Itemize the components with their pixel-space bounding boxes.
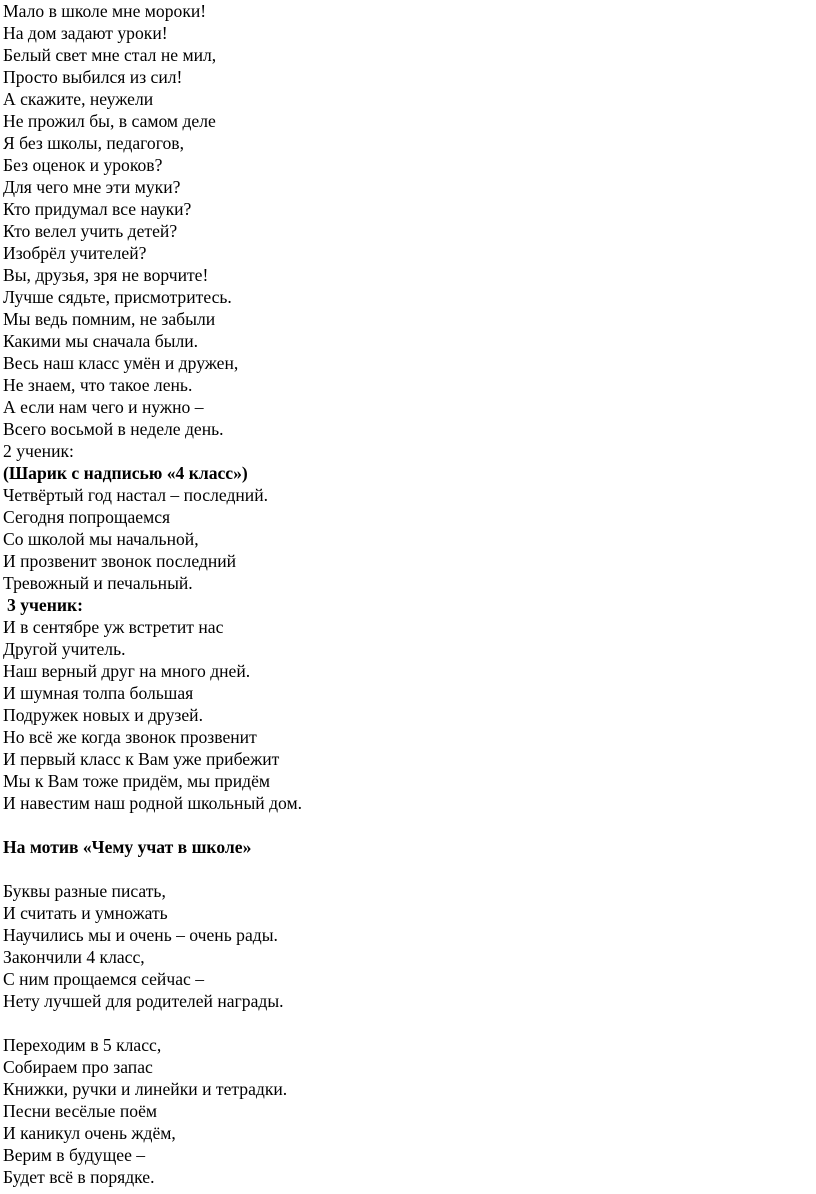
poem-line: Мы ведь помним, не забыли bbox=[3, 309, 216, 329]
poem-line: Я без школы, педагогов, bbox=[3, 133, 184, 153]
poem-line: Изобрёл учителей? bbox=[3, 243, 147, 263]
song-line: И считать и умножать bbox=[3, 903, 168, 923]
poem-line: Не знаем, что такое лень. bbox=[3, 375, 193, 395]
song-line: Собираем про запас bbox=[3, 1057, 153, 1077]
song-title: На мотив «Чему учат в школе» bbox=[3, 837, 252, 857]
song-line: С ним прощаемся сейчас – bbox=[3, 969, 205, 989]
poem-line: И в сентябре уж встретит нас bbox=[3, 617, 224, 637]
poem-line: Белый свет мне стал не мил, bbox=[3, 45, 217, 65]
poem-line: Кто велел учить детей? bbox=[3, 221, 178, 241]
poem-line: Какими мы сначала были. bbox=[3, 331, 199, 351]
song-line: Книжки, ручки и линейки и тетрадки. bbox=[3, 1079, 288, 1099]
poem-line: Наш верный друг на много дней. bbox=[3, 661, 251, 681]
poem-line: На дом задают уроки! bbox=[3, 23, 168, 43]
poem-line: Другой учитель. bbox=[3, 639, 126, 659]
poem-line: А если нам чего и нужно – bbox=[3, 397, 204, 417]
song-line: Песни весёлые поём bbox=[3, 1101, 158, 1121]
poem-line: Просто выбился из сил! bbox=[3, 67, 183, 87]
song-line: И каникул очень ждём, bbox=[3, 1123, 176, 1143]
poem-line: Для чего мне эти муки? bbox=[3, 177, 181, 197]
speaker-3-label: 3 ученик: bbox=[7, 595, 83, 615]
poem-line: А скажите, неужели bbox=[3, 89, 154, 109]
poem-line: Лучше сядьте, присмотритесь. bbox=[3, 287, 232, 307]
poem-line: Мы к Вам тоже придём, мы придём bbox=[3, 771, 271, 791]
poem-line: Всего восьмой в неделе день. bbox=[3, 419, 224, 439]
song-line: Нету лучшей для родителей награды. bbox=[3, 991, 284, 1011]
poem-line: И первый класс к Вам уже прибежит bbox=[3, 749, 280, 769]
poem-line: Четвёртый год настал – последний. bbox=[3, 485, 269, 505]
blank-line bbox=[3, 858, 803, 880]
poem-line: Вы, друзья, зря не ворчите! bbox=[3, 265, 209, 285]
poem-line: Тревожный и печальный. bbox=[3, 573, 193, 593]
poem-block-2 bbox=[3, 484, 803, 594]
poem-line: Не прожил бы, в самом деле bbox=[3, 111, 216, 131]
poem-line: Подружек новых и друзей. bbox=[3, 705, 203, 725]
poem-line: Но всё же когда звонок прозвенит bbox=[3, 727, 257, 747]
poem-line: Сегодня попрощаемся bbox=[3, 507, 171, 527]
poem-line: Весь наш класс умён и дружен, bbox=[3, 353, 239, 373]
poem-line: И навестим наш родной школьный дом. bbox=[3, 793, 303, 813]
song-line: Переходим в 5 класс, bbox=[3, 1035, 162, 1055]
document-page bbox=[3, 0, 803, 1188]
song-line: Закончили 4 класс, bbox=[3, 947, 145, 967]
song-line: Научились мы и очень – очень рады. bbox=[3, 925, 278, 945]
poem-line: И шумная толпа большая bbox=[3, 683, 194, 703]
blank-line bbox=[3, 1012, 803, 1034]
song-verse-1 bbox=[3, 880, 803, 1012]
speaker-2-label: 2 ученик: bbox=[3, 441, 74, 461]
blank-line bbox=[3, 814, 803, 836]
song-line: Буквы разные писать, bbox=[3, 881, 166, 901]
poem-line: Со школой мы начальной, bbox=[3, 529, 199, 549]
poem-block-3 bbox=[3, 616, 803, 814]
song-line: Будет всё в порядке. bbox=[3, 1167, 155, 1187]
poem-line: Без оценок и уроков? bbox=[3, 155, 163, 175]
poem-line: Кто придумал все науки? bbox=[3, 199, 192, 219]
stage-direction: (Шарик с надписью «4 класс») bbox=[3, 463, 248, 483]
poem-line: И прозвенит звонок последний bbox=[3, 551, 237, 571]
poem-block-1 bbox=[3, 0, 803, 440]
poem-line: Мало в школе мне мороки! bbox=[3, 1, 207, 21]
song-verse-2 bbox=[3, 1034, 803, 1188]
song-line: Верим в будущее – bbox=[3, 1145, 146, 1165]
